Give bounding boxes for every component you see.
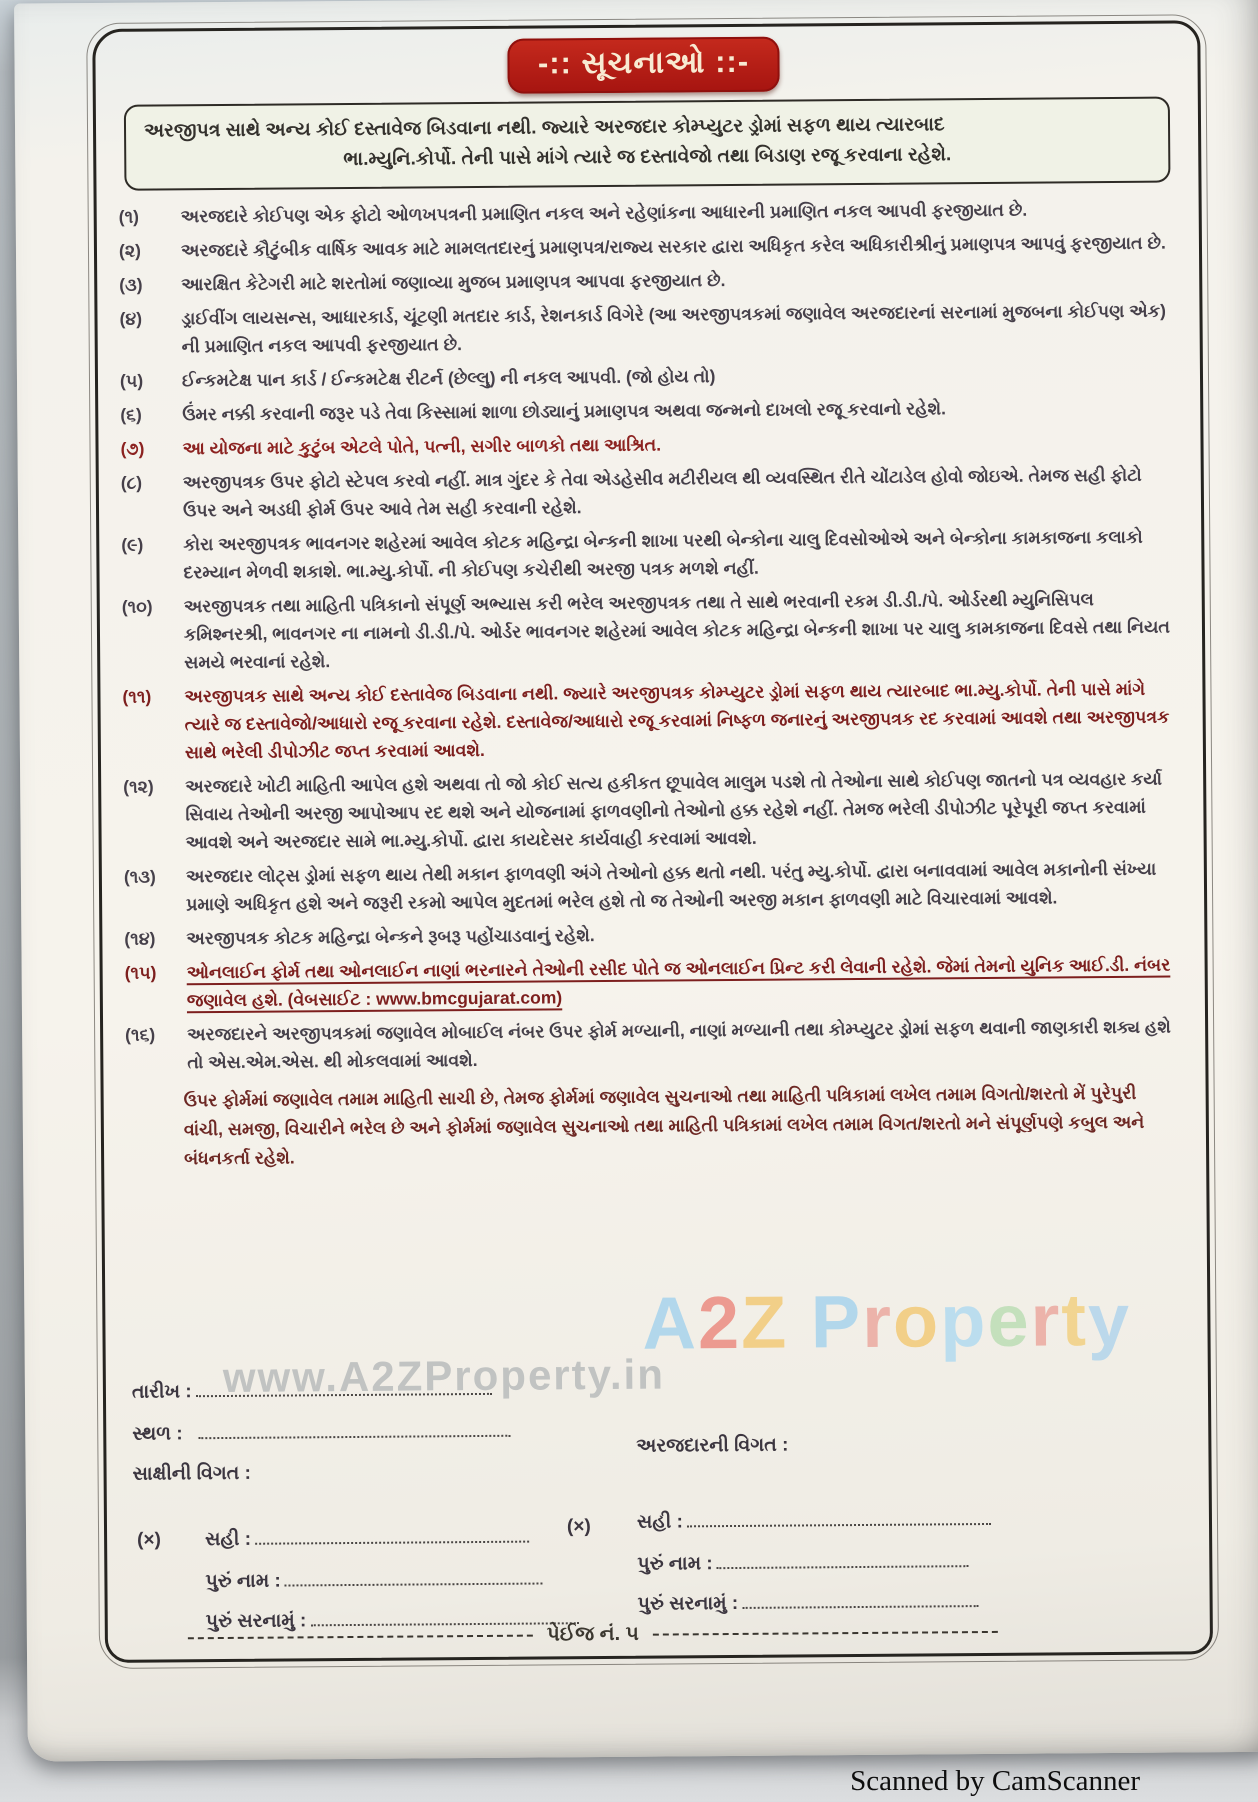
camscanner-credit: Scanned by CamScanner — [850, 1765, 1140, 1797]
witness-sign-dotted-line — [255, 1528, 529, 1545]
item-text: અરજીપત્રક સાથે અન્ય કોઈ દસ્તાવેજ બિડવાના નથી. જ્યારે અરજીપત્રક કોમ્પ્યુટર ડ્રોમાં સફળ થાય ત્યારબાદ ભા.મ્યુ.કોર્પો. તેની પાસે માંગે ત્યારે જ દસ્તાવેજો/આધારો રજૂ કરવાના રહેશે. દસ્તાવેજ/આધારો રજૂ કરવામાં નિષ્ફળ જનારનું અરજીપત્રક રદ કરવામાં આવશે તથા અરજીપત્રક સાથે ભરેલી ડીપોઝીટ જપ્ત કરવામાં આવશે. — [184, 678, 1170, 763]
page-number-label: પેઈજ નં. ૫ — [546, 1622, 639, 1646]
item-number: (૩) — [119, 274, 143, 295]
item-number: (૧૩) — [123, 866, 156, 887]
item-number: (૧૧) — [122, 686, 152, 707]
date-row — [132, 1379, 492, 1404]
footer-dash-left — [188, 1634, 533, 1639]
item-text: અરજદારે કોઈપણ એક ફોટો ઓળખપત્રની પ્રમાણિત નકલ અને રહેણાંકના આધારની પ્રમાણિત નકલ આપવી ફરજીયાત છે. — [180, 199, 1028, 227]
witness-name-dotted-line — [285, 1570, 543, 1587]
list-item — [120, 854, 1180, 918]
list-item — [115, 228, 1175, 264]
list-item — [115, 262, 1175, 298]
a2z-url-watermark: www.A2ZProperty.in — [222, 1350, 666, 1402]
applicant-address-row — [638, 1591, 979, 1616]
item-text: આ યોજના માટે કુટુંબ એટલે પોતે, પત્ની, સગીર બાળકો તથા આશ્રિત. — [182, 434, 662, 459]
list-item — [117, 522, 1177, 586]
witness-cross-mark: (×) — [137, 1529, 161, 1551]
applicant-section-heading: અરજદારની વિગત : — [636, 1434, 789, 1457]
list-item — [116, 358, 1176, 394]
intro-line-2: ભા.મ્યુનિ.કોર્પો. તેની પાસે માંગે ત્યારે જ દસ્તાવેજો તથા બિડાણ રજૂ કરવાના રહેશે. — [343, 144, 952, 171]
page-border-frame — [92, 20, 1213, 1663]
list-item — [119, 764, 1180, 856]
item-number: (૧૨) — [123, 776, 154, 797]
list-item — [118, 674, 1179, 766]
item-number: (૪) — [119, 308, 143, 329]
list-item — [117, 460, 1177, 524]
item-text: અરજદારે કૌટુંબીક વાર્ષિક આવક માટે મામલતદારનું પ્રમાણપત્ર/રાજ્ય સરકાર દ્વારા અધિકૃત કરેલ અધિકારીશ્રીનું પ્રમાણપત્ર આપવું ફરજીયાત છે. — [180, 232, 1166, 261]
item-number: (૧૦) — [121, 596, 153, 617]
witness-sign-label: સહી : — [205, 1528, 252, 1551]
witness-name-label: પુરું નામ : — [205, 1570, 281, 1593]
a2z-watermark: A2Z Property — [642, 1277, 1132, 1365]
applicant-address-label: પુરું સરનામું : — [637, 1592, 739, 1615]
date-field-label: તારીખ : — [131, 1381, 192, 1403]
intro-box — [124, 97, 1171, 191]
item-number: (૧૬) — [125, 1024, 156, 1045]
list-item — [115, 296, 1175, 360]
item-number: (૧૪) — [124, 928, 156, 949]
item-number: (૫) — [119, 370, 144, 391]
item-text: ઉંમર નક્કી કરવાની જરૂર પડે તેવા કિસ્સામાં શાળા છોડ્યાનું પ્રમાણપત્ર અથવા જન્મનો દાખલો રજૂ કરવાનો રહેશે. — [182, 398, 947, 425]
item-number: (૨) — [118, 240, 141, 261]
signature-section — [124, 1335, 1186, 1649]
item-text: અરજીપત્રક ઉપર ફોટો સ્ટેપલ કરવો નહીં. માત્ર ગુંદર કે તેવા એડહેસીવ મટીરીયલ થી વ્યવસ્થિત રીતે ચોંટાડેલ હોવો જોઇએ. તેમજ સહી ફોટો ઉપર અને અડધી ફોર્મ ઉપર આવે તેમ સહી કરવાની રહેશે. — [182, 464, 1142, 521]
list-item — [116, 392, 1176, 428]
witness-sign-row — [205, 1527, 529, 1552]
list-item — [118, 584, 1179, 676]
list-item — [120, 916, 1180, 952]
item-text: અરજદાર લોટ્સ ડ્રોમાં સફળ થાય તેથી મકાન ફાળવણી અંગે તેઓનો હક્ક થતો નથી. પરંતુ મ્યુ.કોર્પો. દ્વારા બનાવવામાં આવેલ મકાનોની સંખ્યા પ્રમાણે અધિકૃત હશે અને જરૂરી રકમો આપેલ મુદતમાં ભરેલ હશે તો જ તેઓની અરજી મકાન ફાળવણી માટે વિચારવામાં આવશે. — [185, 858, 1157, 915]
intro-line-1: અરજીપત્ર સાથે અન્ય કોઈ દસ્તાવેજ બિડવાના નથી. જ્યારે અરજદાર કોમ્પ્યુટર ડ્રોમાં સફળ થાય ત્યારબાદ — [143, 114, 945, 142]
applicant-sign-dotted-line — [687, 1510, 991, 1527]
item-text: કોરા અરજીપત્રક ભાવનગર શહેરમાં આવેલ કોટક મહિન્દ્રા બેન્કની શાખા પરથી બેન્કોના ચાલુ દિવસોઓએ અને બેન્કોના કામકાજના કલાકો દરમ્યાન મેળવી શકાશે. ભા.મ્યુ.કોર્પો. ની કોઈપણ કચેરીથી અરજી પત્રક મળશે નહીં. — [183, 526, 1143, 583]
applicant-name-dotted-line — [717, 1552, 969, 1569]
item-text: અરજદારે ખોટી માહિતી આપેલ હશે અથવા તો જો કોઈ સત્ય હકીકત છૂપાવેલ માલુમ પડશે તો તેઓના સાથે કોઈપણ જાતનો પત્ર વ્યવહાર કર્યા સિવાય તેઓની અરજી આપોઆપ રદ થશે અને યોજનામાં ફાળવણીનો તેઓનો હક્ક રહેશે નહીં. તેમજ ભરેલી ડીપોઝીટ પૂરેપૂરી જપ્ત કરવામાં આવશે અને અરજદાર સામે ભા.મ્યુ.કોર્પો. દ્વારા કાયદેસર કાર્યવાહી કરવામાં આવશે. — [185, 768, 1163, 853]
list-item — [116, 426, 1176, 462]
item-text: આરક્ષિત કેટેગરી માટે શરતોમાં જણાવ્યા મુજબ પ્રમાણપત્ર આપવા ફરજીયાત છે. — [181, 270, 726, 295]
item-number: (૧૫) — [124, 962, 157, 983]
witness-section-heading: સાક્ષીની વિગત : — [132, 1462, 252, 1485]
applicant-name-label: પુરું નામ : — [637, 1553, 713, 1575]
item-text: અરજદારને અરજીપત્રકમાં જણાવેલ મોબાઈલ નંબર ઉપર ફોર્મ મળ્યાની, નાણાં મળ્યાની તથા કોમ્પ્યુટર ડ્રોમાં સફળ થવાની જાણકારી શક્ય હશે તો એસ.એમ.એસ. થી મોકલવામાં આવશે. — [187, 1016, 1171, 1073]
applicant-sign-label: સહી : — [636, 1511, 684, 1533]
witness-address-label: પુરું સરનામું : — [205, 1610, 307, 1633]
item-text: ઓનલાઈન ફોર્મ તથા ઓનલાઈન નાણાં ભરનારને તેઓની રસીદ પોતે જ ઓનલાઈન પ્રિન્ટ કરી લેવાની રહેશે. જેમાં તેમનો યુનિક આઈ.ડી. નંબર જણાવેલ હશે. (વેબસાઈટ : www.bmcgujarat.com) — [186, 954, 1171, 1011]
place-dotted-line — [199, 1422, 511, 1439]
item-number: (૯) — [121, 534, 144, 555]
item-text: અરજીપત્રક તથા માહિતી પત્રિકાનો સંપૂર્ણ અભ્યાસ કરી ભરેલ અરજીપત્રક તથા તે સાથે ભરવાની રકમ ડી.ડી./પે. ઓર્ડરથી મ્યુનિસિપલ કમિશ્નરશ્રી, ભાવનગર ના નામનો ડી.ડી./પે. ઓર્ડર ભાવનગર શહેરમાં આવેલ કોટક મહિન્દ્રા બેન્કની શાખા પર ચાલુ કામકાજના દિવસે તથા નિયત સમયે ભરવાનાં રહેશે. — [183, 589, 1171, 673]
applicant-address-dotted-line — [742, 1592, 978, 1609]
instructions-list — [115, 194, 1182, 1076]
place-field-label: સ્થળ : — [132, 1423, 183, 1445]
item-text: ડ્રાઈવીંગ લાયસન્સ, આધારકાર્ડ, ચૂંટણી મતદાર કાર્ડ, રેશનકાર્ડ વિગેરે (આ અરજીપત્રકમાં જણાવેલ અરજદારનાં સરનામાં મુજબના કોઈપણ એક) ની પ્રમાણિત નકલ આપવી ફરજીયાત છે. — [181, 300, 1166, 357]
item-number: (૬) — [120, 404, 142, 425]
item-text: અરજીપત્રક કોટક મહિન્દ્રા બેન્કને રૂબરૂ પહોંચાડવાનું રહેશે. — [186, 925, 595, 949]
list-item — [121, 1012, 1181, 1076]
list-item — [115, 194, 1175, 230]
applicant-sign-row — [637, 1509, 991, 1534]
item-text: ઈન્કમટેક્ષ પાન કાર્ડ / ઈન્કમટેક્ષ રીટર્ન (છેલ્લુ) ની નકલ આપવી. (જો હોય તો) — [181, 366, 716, 391]
list-item — [121, 950, 1181, 1014]
item-number: (૮) — [120, 472, 143, 493]
footer-dash-right — [653, 1630, 998, 1635]
notice-title-badge: -:: સૂચનાઓ ::- — [508, 37, 780, 94]
declaration-paragraph: ઉપર ફોર્મમાં જણાવેલ તમામ માહિતી સાચી છે, તેમજ ફોર્મમાં જણાવેલ સુચનાઓ તથા માહિતી પત્રિકામાં લખેલ તમામ વિગતો/શરતો મેં પુરેપુરી વાંચી, સમજી, વિચારીને ભરેલ છે અને ફોર્મમાં જણાવેલ સુચનાઓ તથા માહિતી પત્રિકામાં લખેલ તમામ વિગત/શરતો મને સંપૂર્ણપણે કબુલ અને બંધનકર્તા રહેશે. — [183, 1082, 1145, 1169]
item-number: (૭) — [120, 438, 145, 459]
place-row — [132, 1421, 511, 1446]
item-number: (૧) — [118, 206, 140, 227]
date-dotted-line — [196, 1380, 492, 1397]
witness-name-row — [205, 1569, 543, 1594]
applicant-name-row — [637, 1551, 969, 1576]
document-page — [14, 0, 1258, 1762]
applicant-cross-mark: (×) — [566, 1516, 591, 1538]
